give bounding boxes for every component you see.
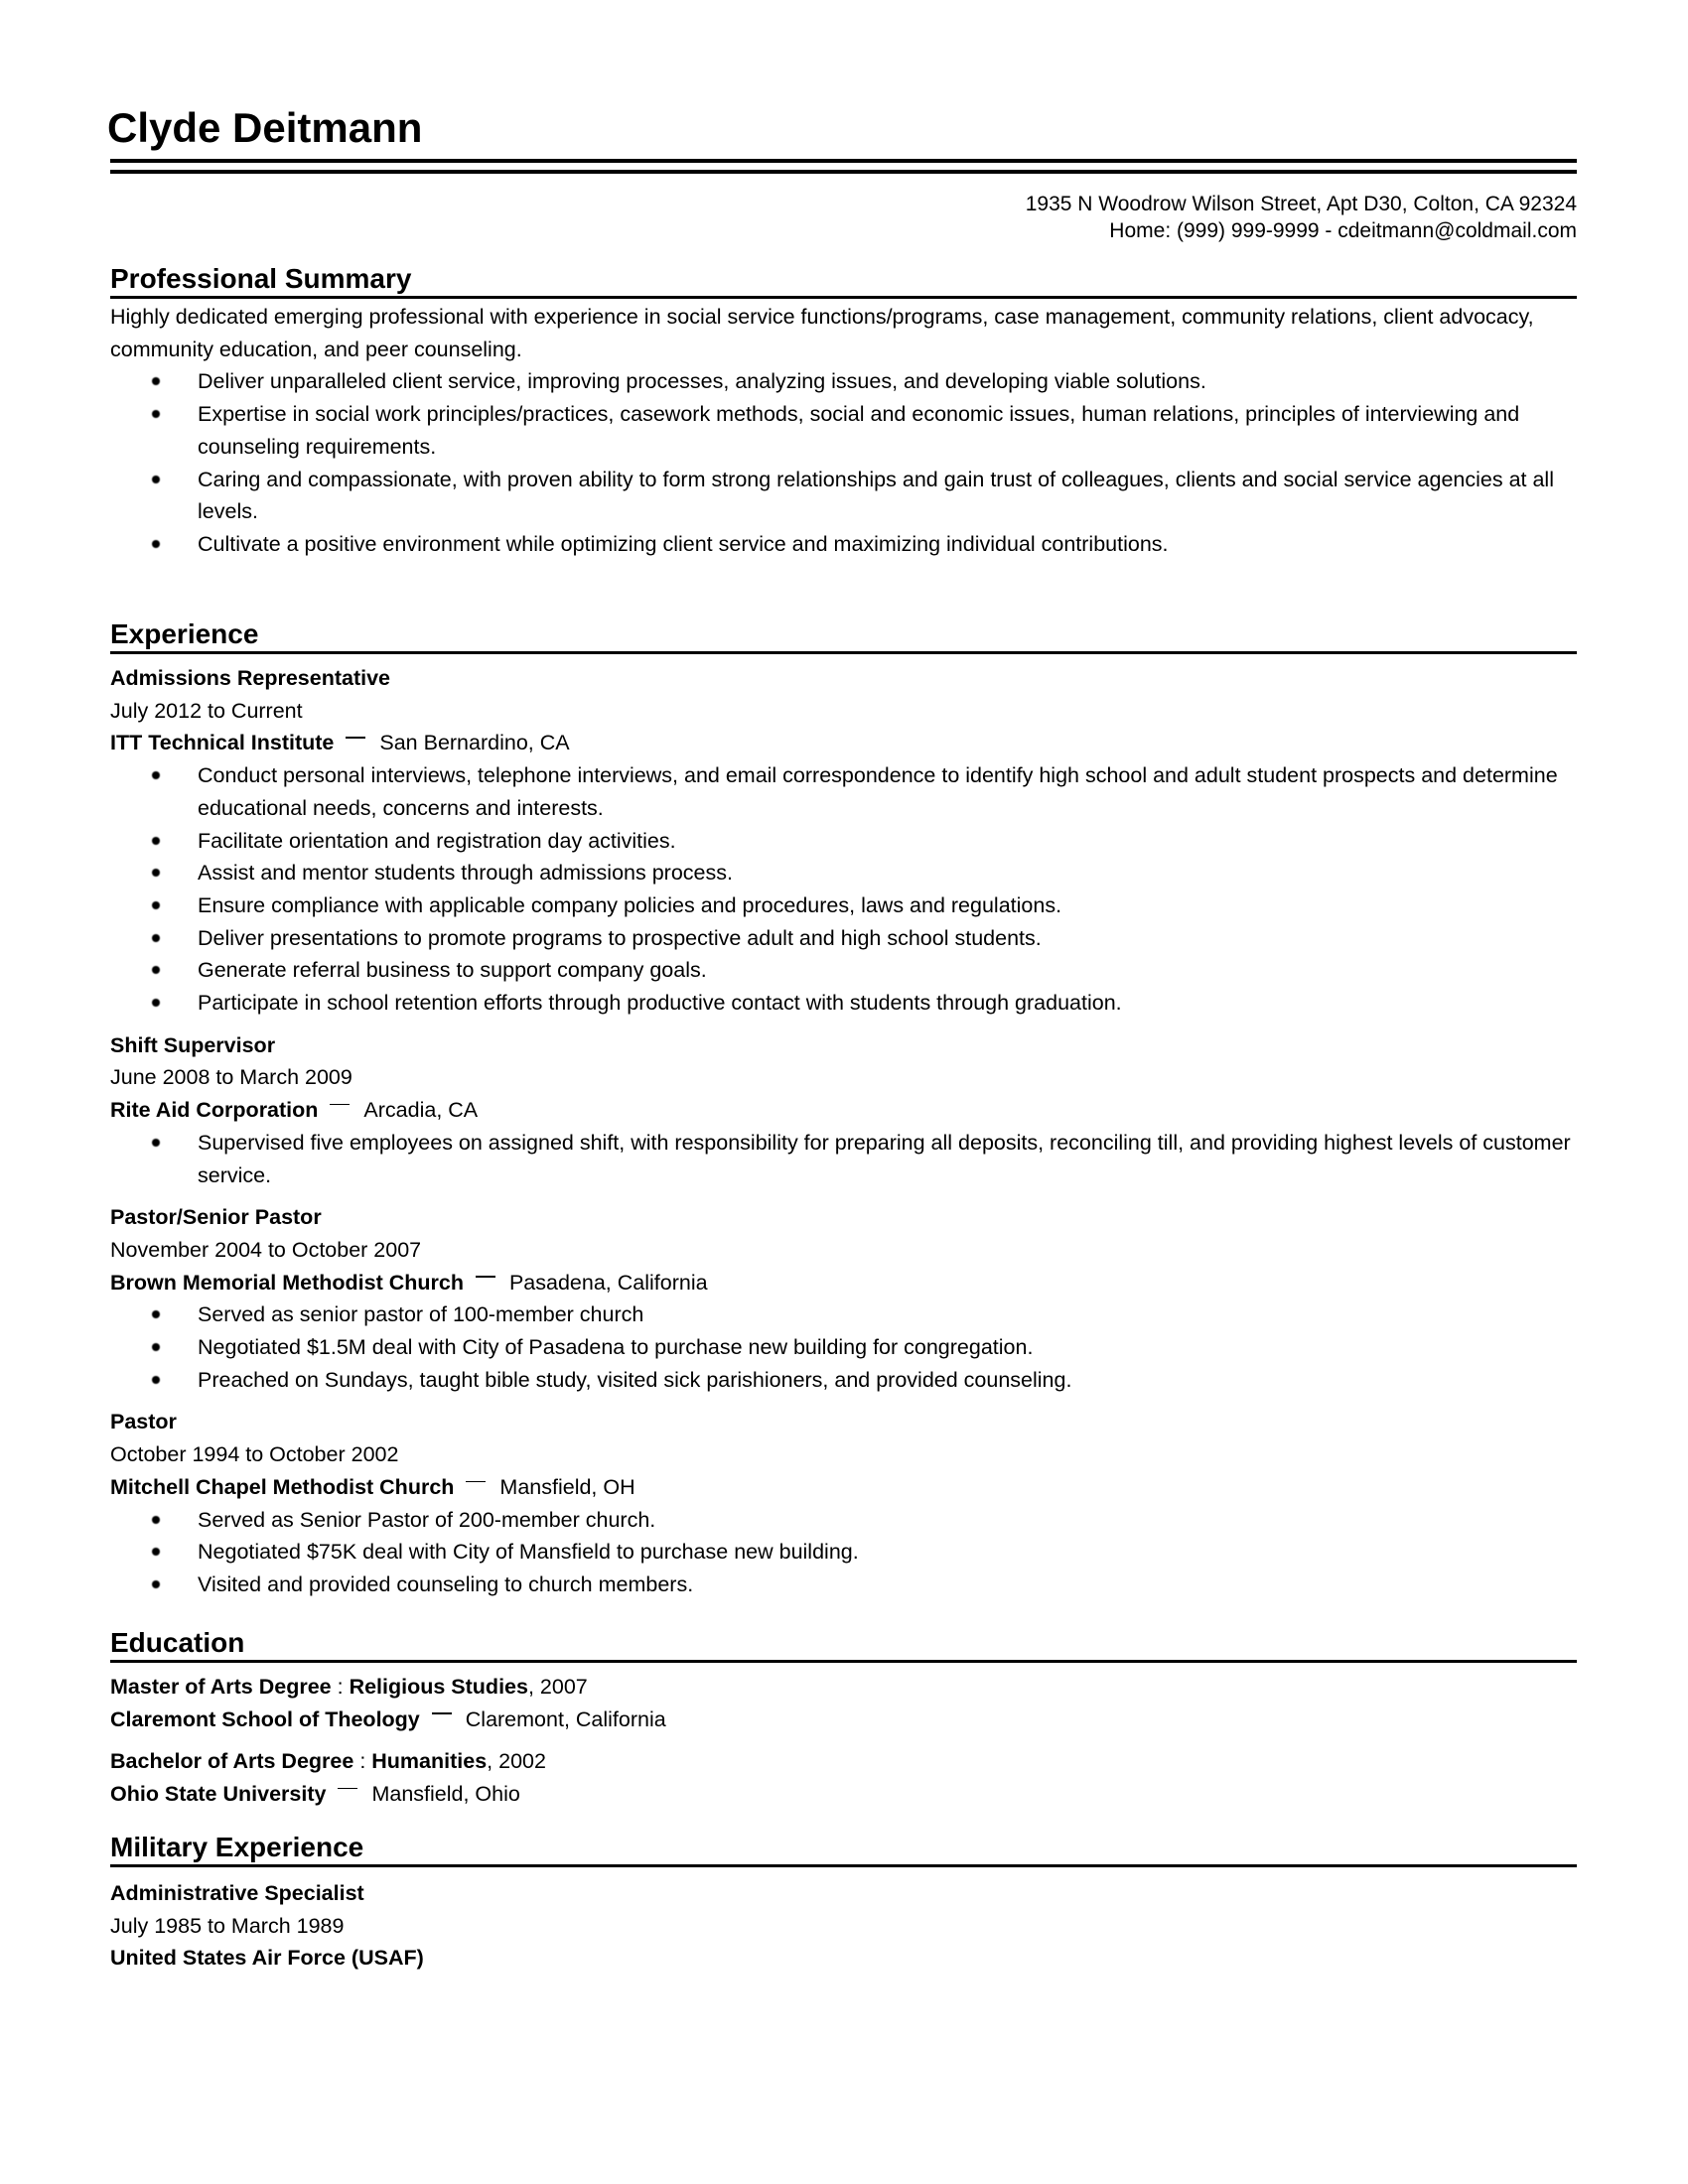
job-title: Pastor/Senior Pastor [110,1205,322,1230]
job-entry [110,1406,1577,1600]
dash-separator [346,737,365,739]
bullet-icon [152,869,160,877]
bullet-item: Participate in school retention efforts through productive contact with students through graduation. [110,987,1577,1020]
bullet-icon [152,1580,160,1588]
job-org-line [110,1267,1577,1299]
summary-text: Highly dedicated emerging professional with experience in social service functions/programs, case management, community relations, client advocacy, community education, and peer counseling. [110,305,1534,361]
bullet-icon [152,901,160,909]
bullet-item: Deliver presentations to promote programs to prospective adult and high school students. [110,922,1577,955]
job-entry [110,662,1577,1020]
section-education [110,1626,1577,1811]
bullet-icon [152,540,160,548]
section-experience [110,617,1577,1601]
phone-email: Home: (999) 999-9999 - cdeitmann@coldmail.com [1109,219,1577,242]
bullet-item: Served as senior pastor of 100-member church [110,1298,1577,1331]
bullet-icon [152,410,160,418]
school: Ohio State University [110,1782,327,1807]
degree: Master of Arts Degree [110,1675,332,1699]
job-entry [110,1029,1577,1192]
bullet-icon [152,1548,160,1556]
bullet-item: Deliver unparalleled client service, improving processes, analyzing issues, and developing viable solutions. [110,365,1577,398]
job-bullets [110,1127,1577,1191]
job-dates: November 2004 to October 2007 [110,1237,422,1262]
bullet-item: Ensure compliance with applicable company policies and procedures, laws and regulations. [110,889,1577,922]
summary-bullets [110,365,1577,560]
address: 1935 N Woodrow Wilson Street, Apt D30, Colton, CA 92324 [1025,193,1577,215]
bullet-icon [152,771,160,779]
bullet-item: Expertise in social work principles/practices, casework methods, social and economic issues, human relations, principles of interviewing and counseling requirements. [110,398,1577,463]
job-org: Rite Aid Corporation [110,1098,319,1123]
job-title: Pastor [110,1410,177,1434]
school: Claremont School of Theology [110,1706,420,1731]
bullet-icon [152,1310,160,1318]
section-military-experience [110,1831,1577,1975]
job-location: San Bernardino, CA [379,731,570,755]
dash-separator [330,1104,350,1106]
bullet-icon [152,1516,160,1524]
school-location: Mansfield, Ohio [371,1782,520,1807]
header-rule-bottom [110,170,1577,174]
military-entry [110,1877,1577,1975]
job-location: Arcadia, CA [363,1098,479,1123]
bullet-item: Supervised five employees on assigned shift, with responsibility for preparing all deposits, reconciling till, and providing highest levels of customer service. [110,1127,1577,1191]
contact-block [1026,191,1577,244]
bullet-item: Negotiated $75K deal with City of Mansfield to purchase new building. [110,1536,1577,1569]
dash-separator [476,1276,495,1278]
bullet-item: Visited and provided counseling to church members. [110,1569,1577,1601]
education-entry [110,1745,1577,1810]
bullet-icon [152,934,160,942]
degree-line: Bachelor of Arts Degree : Humanities, 2002 [110,1749,546,1774]
job-entry [110,1201,1577,1396]
bullet-icon [152,837,160,845]
dash-separator [466,1481,486,1483]
field-of-study: Humanities [371,1749,488,1774]
section-heading: Professional Summary [110,262,1577,299]
military-dates: July 1985 to March 1989 [110,1913,345,1938]
job-dates: July 2012 to Current [110,698,303,723]
bullet-item: Negotiated $1.5M deal with City of Pasadena to purchase new building for congregation. [110,1331,1577,1364]
section-professional-summary [110,262,1577,561]
school-location: Claremont, California [465,1706,666,1731]
dash-separator [338,1788,357,1790]
education-entry [110,1671,1577,1735]
bullet-icon [152,966,160,974]
grad-year: 2007 [539,1675,588,1699]
bullet-item: Served as Senior Pastor of 200-member church. [110,1504,1577,1537]
job-org-line [110,727,1577,759]
grad-year: 2002 [498,1749,546,1774]
degree: Bachelor of Arts Degree [110,1749,354,1774]
job-bullets [110,759,1577,1020]
bullet-item: Conduct personal interviews, telephone interviews, and email correspondence to identify high school and adult student prospects and determine educational needs, concerns and interests. [110,759,1577,824]
job-org-line [110,1471,1577,1504]
military-org: United States Air Force (USAF) [110,1946,424,1971]
job-title: Admissions Representative [110,666,390,690]
bullet-item: Facilitate orientation and registration day activities. [110,825,1577,858]
job-dates: June 2008 to March 2009 [110,1065,352,1090]
school-line [110,1778,1577,1811]
field-of-study: Religious Studies [349,1675,528,1699]
bullet-icon [152,377,160,385]
military-title: Administrative Specialist [110,1881,364,1905]
job-org: Brown Memorial Methodist Church [110,1270,464,1295]
degree-line: Master of Arts Degree : Religious Studies, 2007 [110,1675,588,1699]
job-bullets [110,1298,1577,1396]
job-location: Mansfield, OH [499,1474,635,1499]
section-heading: Military Experience [110,1831,1577,1867]
section-heading: Education [110,1626,1577,1663]
bullet-item: Generate referral business to support company goals. [110,954,1577,987]
bullet-item: Cultivate a positive environment while optimizing client service and maximizing individual contributions. [110,528,1577,561]
bullet-icon [152,476,160,483]
bullet-item: Preached on Sundays, taught bible study, visited sick parishioners, and provided counseling. [110,1364,1577,1397]
section-heading: Experience [110,617,1577,654]
school-line [110,1704,1577,1736]
bullet-icon [152,1376,160,1384]
job-bullets [110,1504,1577,1601]
candidate-name: Clyde Deitmann [107,104,423,151]
bullet-icon [152,999,160,1007]
job-location: Pasadena, California [508,1270,708,1295]
header-rule-top [110,159,1577,163]
job-dates: October 1994 to October 2002 [110,1442,399,1467]
bullet-item: Assist and mentor students through admissions process. [110,857,1577,889]
bullet-icon [152,1343,160,1351]
dash-separator [432,1712,452,1714]
job-org: ITT Technical Institute [110,731,335,755]
job-title: Shift Supervisor [110,1032,276,1057]
job-org-line [110,1094,1577,1127]
bullet-item: Caring and compassionate, with proven ability to form strong relationships and gain trust of colleagues, clients and social service agencies at all levels. [110,464,1577,528]
job-org: Mitchell Chapel Methodist Church [110,1474,455,1499]
bullet-icon [152,1139,160,1147]
